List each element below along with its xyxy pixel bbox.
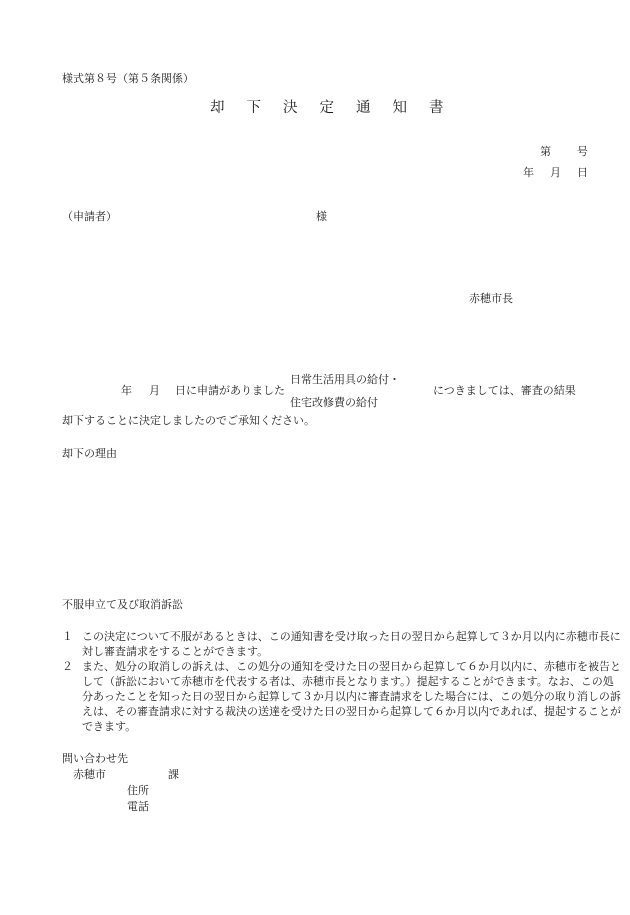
form-number-label: 様式第８号（第５条関係） — [62, 72, 194, 85]
title-char: 書 — [429, 100, 444, 116]
title-char: 知 — [392, 100, 407, 116]
application-month: 月 — [149, 384, 160, 397]
recipient-honorific: 様 — [316, 210, 327, 223]
document-number-suffix: 号 — [577, 145, 588, 158]
document-number-prefix: 第 — [540, 145, 551, 158]
title-char: 下 — [246, 100, 261, 116]
date-day: 日 — [577, 166, 588, 179]
application-day-text: 日に申請がありました — [175, 384, 285, 397]
issuer-name: 赤穂市長 — [469, 292, 513, 305]
date-year: 年 — [523, 166, 534, 179]
appeal-list — [62, 629, 622, 734]
rejection-reason-heading: 却下の理由 — [62, 447, 117, 460]
decision-text: 却下することに決定しましたのでご承知ください。 — [62, 414, 315, 427]
contact-section-suffix: 課 — [168, 768, 179, 781]
appeal-item — [62, 629, 622, 659]
title-char: 通 — [356, 100, 371, 116]
contact-phone-label: 電話 — [127, 800, 149, 813]
review-result-text: につきましては、審査の結果 — [433, 384, 576, 397]
title-char: 定 — [319, 100, 334, 116]
date-month: 月 — [550, 166, 561, 179]
appeal-item — [62, 659, 622, 734]
appeal-item-text: この決定について不服があるときは、この通知書を受け取った日の翌日から起算して３か月以内に赤穂市長に対し審査請求をすることができます。 — [82, 630, 621, 658]
title-char: 却 — [210, 100, 225, 116]
service-item-line2: 住宅改修費の給付 — [290, 396, 378, 409]
appeal-item-number: ２ — [62, 660, 73, 673]
title-char: 決 — [283, 100, 298, 116]
document-title — [210, 100, 444, 117]
contact-city: 赤穂市 — [73, 768, 106, 781]
applicant-label: （申請者） — [62, 210, 117, 223]
service-item-line1: 日常生活用具の給付・ — [290, 373, 400, 386]
appeal-item-text: また、処分の取消しの訴えは、この処分の通知を受けた日の翌日から起算して６か月以内に、赤穂市を被告として（訴訟において赤穂市を代表する者は、赤穂市長となります。）提起することができます。なお、この処分あったことを知った日の翌日から起算して３か月以内に審査請求をした場合には、この処分の取り消しの訴えは、その審査請求に対する裁決の送達を受けた日の翌日から起算して６か月以内であれば、提起することができます。 — [82, 660, 621, 733]
appeal-item-number: １ — [62, 630, 73, 643]
appeal-heading: 不服申立て及び取消訴訟 — [62, 598, 183, 611]
contact-heading: 問い合わせ先 — [62, 752, 128, 765]
contact-address-label: 住所 — [127, 784, 149, 797]
application-year: 年 — [121, 384, 132, 397]
